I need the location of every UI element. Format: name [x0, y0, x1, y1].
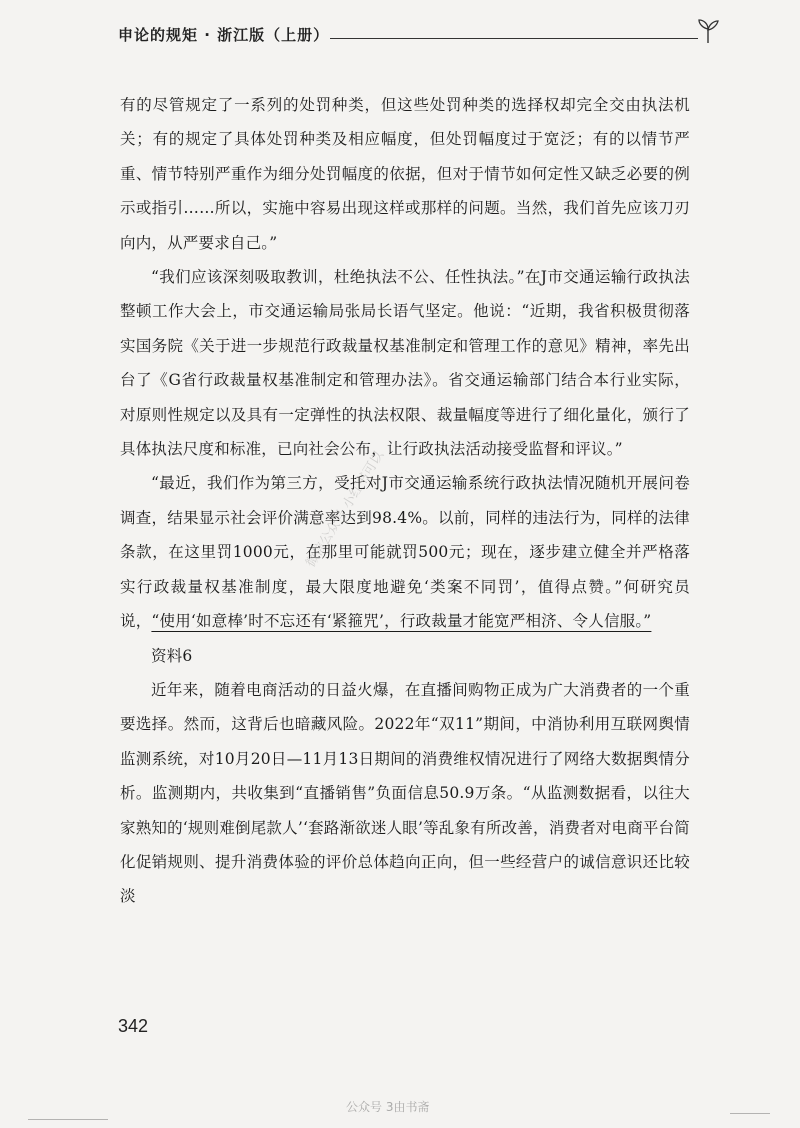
paragraph-material-6: 近年来，随着电商活动的日益火爆，在直播间购物正成为广大消费者的一个重要选择。然而，这背后也暗藏风险。2022年“双11”期间，中消协利用互联网舆情监测系统，对10月20日—11月13日期间的消费维权情况进行了网络大数据舆情分析。监测期内，共收集到“直播销售”负面信息50.9万条。“从监测数据看，以往大家熟知的‘规则难倒尾款人’‘套路渐欲迷人眼’等乱象有所改善，消费者对电商平台简化促销规则、提升消费体验的评价总体趋向正向，但一些经营户的诚信意识还比较淡 [120, 680, 691, 906]
scan-artifact [28, 1119, 108, 1120]
header-title: 申论的规矩 · 浙江版（上册） [118, 26, 330, 44]
watermark-diagonal: 微信公众号 小红书可以 [303, 448, 388, 571]
running-header [118, 22, 718, 52]
paragraph-director-quote: “我们应该深刻吸取教训，杜绝执法不公、任性执法。”在J市交通运输行政执法整顿工作大会上，市交通运输局张局长语气坚定。他说：“近期，我省积极贯彻落实国务院《关于进一步规范行政裁量权基准制定和管理工作的意见》精神，率先出台了《G省行政裁量权基准制定和管理办法》。省交通运输部门结合本行业实际，对原则性规定以及具有一定弹性的执法权限、裁量幅度等进行了细化量化，颁行了具体执法尺度和标准，已向社会公布，让行政执法活动接受监督和评议。” [120, 268, 690, 459]
scan-artifact [730, 1113, 770, 1114]
body-text [120, 88, 690, 914]
researcher-quote-text: “最近，我们作为第三方，受托对J市交通运输系统行政执法情况随机开展问卷调查，结果显示社会评价满意率达到98.4%。以前，同样的违法行为，同样的法律条款，在这里罚1000元，在那里可能就罚500元；现在，逐步建立健全并严格落实行政裁量权基准制度，最大限度地避免‘类案不同罚’，值得点赞。”何研究员说， [120, 474, 690, 631]
page-number: 342 [118, 1016, 149, 1036]
sprout-icon [694, 18, 722, 44]
underlined-quote: “使用‘如意棒’时不忘还有‘紧箍咒’，行政裁量才能宽严相济、令人信服。” [151, 612, 652, 631]
material-heading: 资料6 [151, 646, 193, 665]
paragraph-researcher-quote [120, 466, 690, 638]
header-rule [330, 38, 698, 39]
watermark-bottom: 公众号 3由书斋 [346, 1100, 430, 1114]
paragraph-continued: 有的尽管规定了一系列的处罚种类，但这些处罚种类的选择权却完全交由执法机关；有的规定了具体处罚种类及相应幅度，但处罚幅度过于宽泛；有的以情节严重、情节特别严重作为细分处罚幅度的依据，但对于情节如何定性又缺乏必要的例示或指引……所以，实施中容易出现这样或那样的问题。当然，我们首先应该刀刃向内，从严要求自己。” [120, 96, 690, 252]
